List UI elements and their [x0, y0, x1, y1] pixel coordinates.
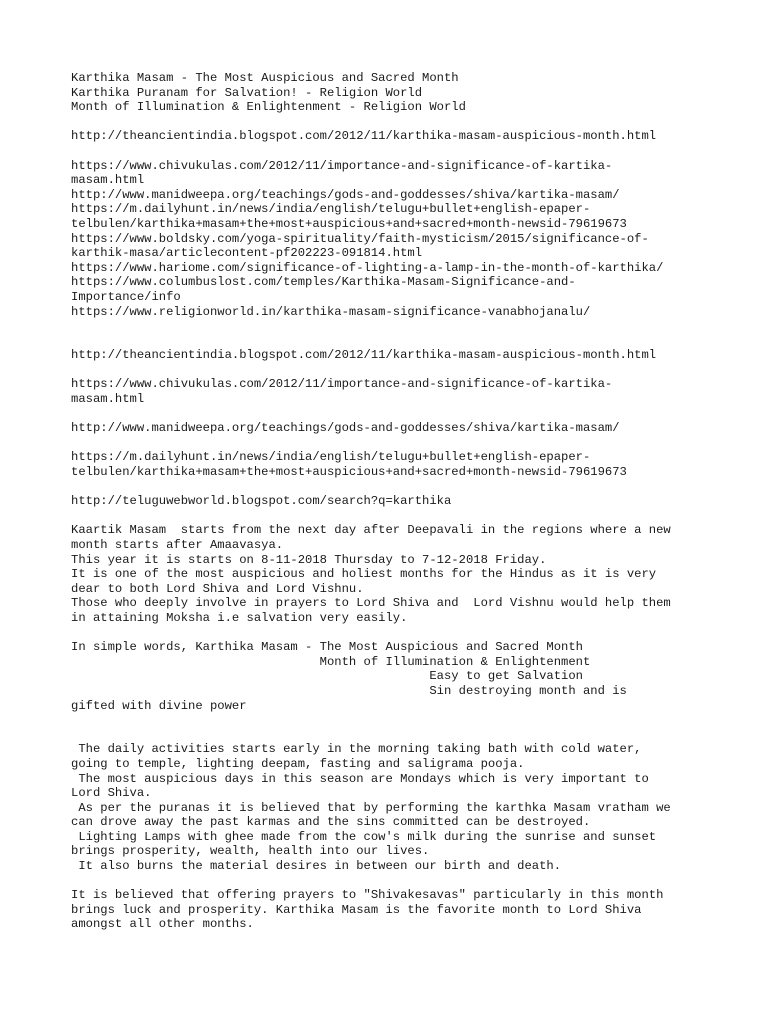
document-page: [71, 71, 711, 932]
body-text-line: Sin destroying month and is: [71, 683, 627, 698]
body-text-line: It is one of the most auspicious and holiest months for the Hindus as it is very: [71, 567, 657, 582]
activities-paragraph: [71, 742, 711, 873]
body-text-line: Month of Illumination & Enlightenment: [71, 654, 591, 669]
body-text-line: It also burns the material desires in between our birth and death.: [71, 859, 562, 874]
title-line: Month of Illumination & Enlightenment - Religion World: [71, 100, 466, 115]
body-text-line: brings luck and prosperity. Karthika Masam is the favorite month to Lord Shiva: [71, 902, 642, 917]
url-link[interactable]: https://www.chivukulas.com/2012/11/importance-and-significance-of-kartika-: [71, 158, 613, 173]
body-text-line: amongst all other months.: [71, 917, 254, 932]
body-text-line: It is believed that offering prayers to "Shivakesavas" particularly in this month: [71, 888, 664, 903]
title-line: Karthika Puranam for Salvation! - Religion World: [71, 85, 423, 100]
body-text-line: The daily activities starts early in the morning taking bath with cold water,: [71, 742, 642, 757]
body-text-line: Kaartik Masam starts from the next day after Deepavali in the regions where a new: [71, 523, 671, 538]
title-block: [71, 71, 711, 115]
body-text-line: in attaining Moksha i.e salvation very easily.: [71, 610, 408, 625]
body-text-line: Those who deeply involve in prayers to Lord Shiva and Lord Vishnu would help them: [71, 596, 671, 611]
url-link[interactable]: masam.html: [71, 392, 145, 407]
body-text-line: can drove away the past karmas and the sins committed can be destroyed.: [71, 815, 591, 830]
body-text-line: As per the puranas it is believed that by performing the karthka Masam vratham we: [71, 800, 671, 815]
closing-paragraph: [71, 888, 711, 932]
url-link[interactable]: telbulen/karthika+masam+the+most+auspicious+and+sacred+month-newsid-79619673: [71, 465, 627, 480]
body-text-line: Easy to get Salvation: [71, 669, 583, 684]
url-link[interactable]: https://m.dailyhunt.in/news/india/english/telugu+bullet+english-epaper-: [71, 450, 591, 465]
url-link[interactable]: masam.html: [71, 173, 145, 188]
intro-paragraph: [71, 523, 711, 625]
url-link[interactable]: https://m.dailyhunt.in/news/india/english/telugu+bullet+english-epaper-: [71, 202, 591, 217]
link-list: [71, 159, 711, 320]
body-text-line: The most auspicious days in this season are Mondays which is very important to: [71, 771, 649, 786]
url-link[interactable]: http://www.manidweepa.org/teachings/gods-and-goddesses/shiva/kartika-masam/: [71, 421, 620, 436]
body-text-line: In simple words, Karthika Masam - The Most Auspicious and Sacred Month: [71, 640, 583, 655]
body-text-line: gifted with divine power: [71, 698, 247, 713]
url-link[interactable]: https://www.columbuslost.com/temples/Karthika-Masam-Significance-and-: [71, 275, 576, 290]
body-text-line: brings prosperity, wealth, health into our lives.: [71, 844, 430, 859]
url-link[interactable]: karthik-masa/articlecontent-pf202223-091814.html: [71, 246, 423, 261]
url-link[interactable]: https://www.chivukulas.com/2012/11/importance-and-significance-of-kartika-: [71, 377, 613, 392]
url-link[interactable]: https://www.hariome.com/significance-of-lighting-a-lamp-in-the-month-of-karthika/: [71, 260, 664, 275]
url-link[interactable]: http://www.manidweepa.org/teachings/gods-and-goddesses/shiva/kartika-masam/: [71, 187, 620, 202]
body-text-line: This year it is starts on 8-11-2018 Thursday to 7-12-2018 Friday.: [71, 552, 547, 567]
url-link[interactable]: http://theancientindia.blogspot.com/2012/11/karthika-masam-auspicious-month.html: [71, 348, 657, 363]
body-text-line: dear to both Lord Shiva and Lord Vishnu.: [71, 581, 364, 596]
url-link[interactable]: https://www.religionworld.in/karthika-masam-significance-vanabhojanalu/: [71, 304, 591, 319]
url-link[interactable]: Importance/info: [71, 289, 181, 304]
body-text-line: Lighting Lamps with ghee made from the cow's milk during the sunrise and sunset: [71, 829, 657, 844]
title-line: Karthika Masam - The Most Auspicious and Sacred Month: [71, 71, 459, 85]
url-link[interactable]: https://www.boldsky.com/yoga-spirituality/faith-mysticism/2015/significance-of-: [71, 231, 649, 246]
url-link[interactable]: http://theancientindia.blogspot.com/2012/11/karthika-masam-auspicious-month.html: [71, 129, 657, 144]
simple-words-block: [71, 640, 711, 713]
url-link[interactable]: telbulen/karthika+masam+the+most+auspicious+and+sacred+month-newsid-79619673: [71, 216, 627, 231]
body-text-line: going to temple, lighting deepam, fasting and saligrama pooja.: [71, 756, 525, 771]
url-link[interactable]: http://teluguwebworld.blogspot.com/search?q=karthika: [71, 494, 452, 509]
body-text-line: Lord Shiva.: [71, 786, 152, 801]
body-text-line: month starts after Amaavasya.: [71, 538, 284, 552]
